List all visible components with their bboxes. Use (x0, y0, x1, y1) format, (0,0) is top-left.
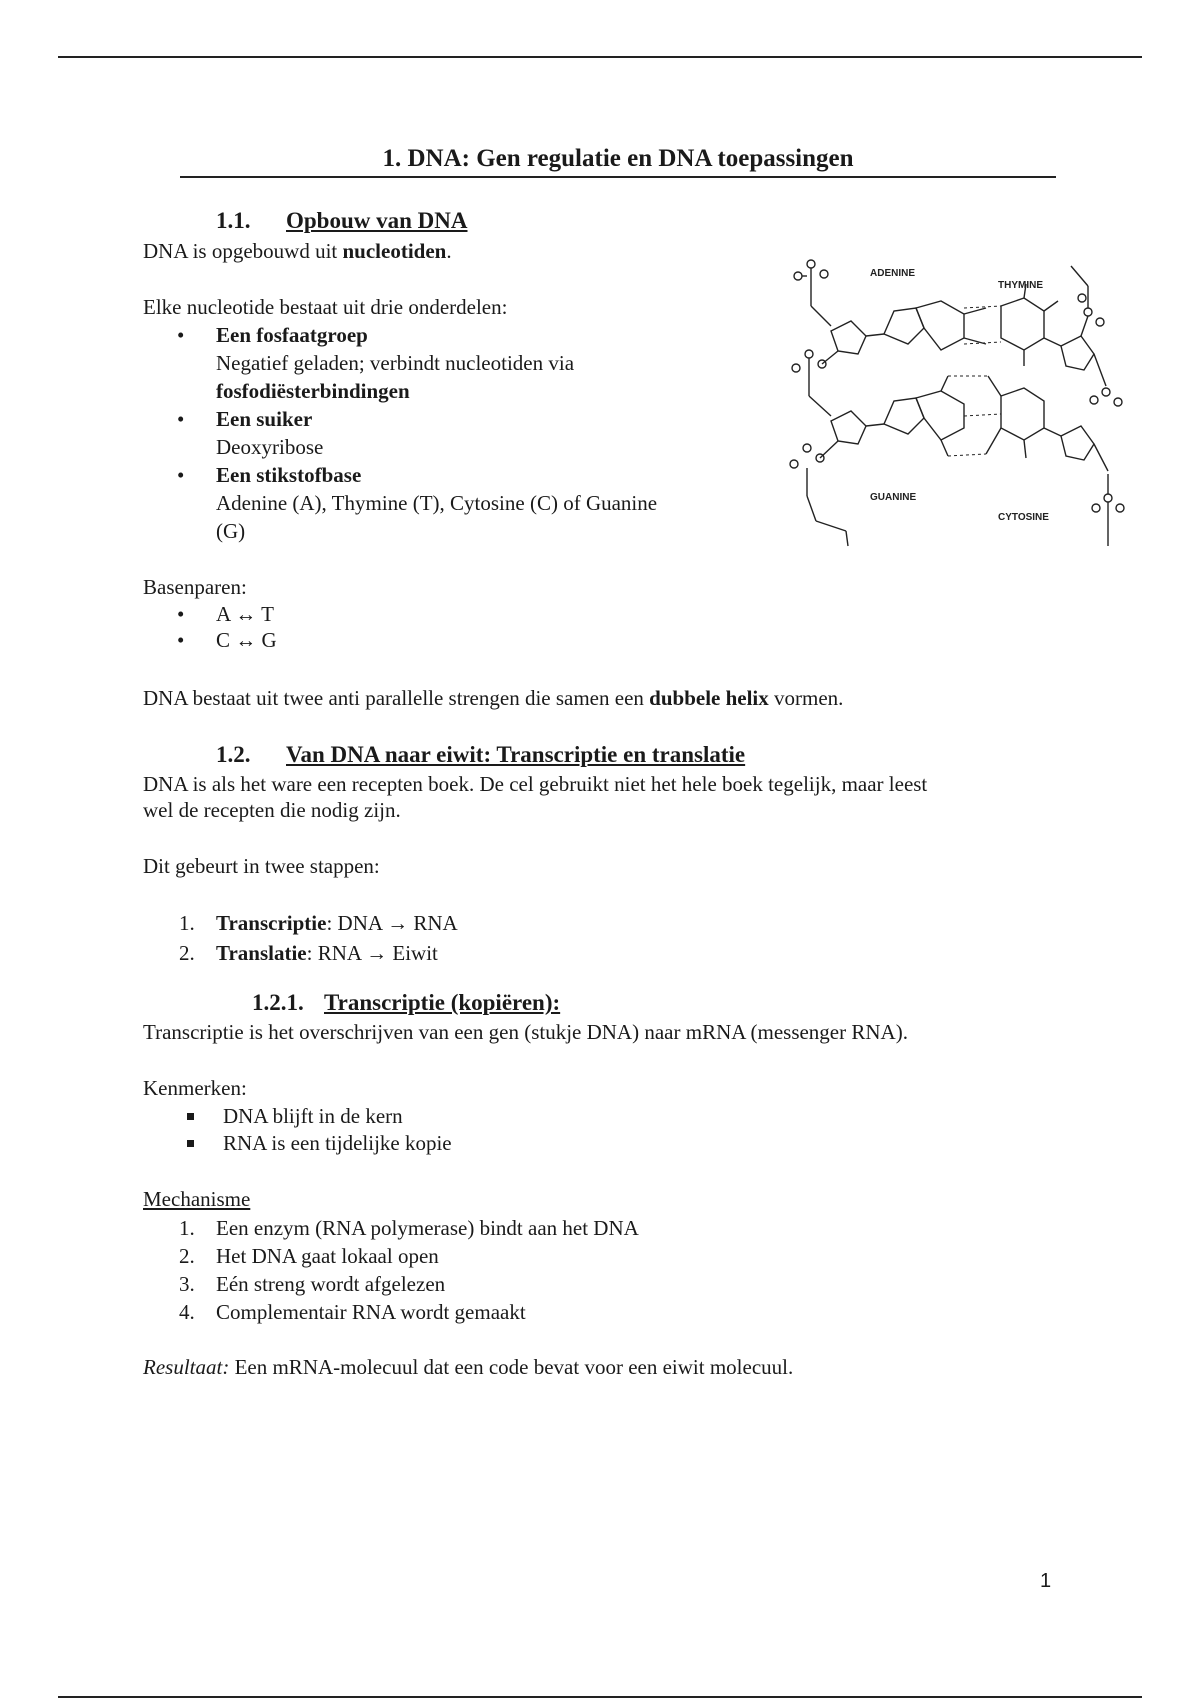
list-item: 4. Complementair RNA wordt gemaakt (179, 1300, 526, 1324)
list-item: • A ↔ T (143, 601, 277, 627)
recipe-book-paragraph (143, 771, 927, 823)
parts-intro: Elke nucleotide bestaat uit drie onderdelen: (143, 295, 508, 319)
section-title: Transcriptie (kopiëren): (324, 990, 561, 1015)
page-number: 1 (1040, 1570, 1052, 1592)
features-label: Kenmerken: (143, 1076, 247, 1100)
list-item: 3. Eén streng wordt afgelezen (179, 1272, 446, 1296)
paragraph-line: wel de recepten die nodig zijn. (143, 798, 401, 822)
footer-rule (58, 1696, 1142, 1698)
list-item: • Een fosfaatgroep (143, 321, 743, 349)
nucleotide-parts-list (143, 321, 743, 545)
list-item-desc: Deoxyribose (216, 435, 324, 459)
list-item: 2. Het DNA gaat lokaal open (179, 1244, 439, 1268)
chapter-heading: 1. DNA: Gen regulatie en DNA toepassingen (180, 143, 1056, 178)
mechanism-list (143, 1214, 639, 1326)
header-rule (58, 56, 1142, 58)
base-pairs-list (143, 601, 277, 653)
steps-list (143, 908, 458, 968)
list-item-desc: Adenine (A), Thymine (T), Cytosine (C) of Guanine (216, 491, 658, 515)
list-item: 2. Translatie: RNA → Eiwit (179, 941, 438, 965)
section-1-2-heading (216, 740, 745, 770)
section-number: 1.2.1. (252, 990, 304, 1015)
base-pairs-label: Basenparen: (143, 575, 247, 599)
double-helix-text: DNA bestaat uit twee anti parallelle strengen die samen een dubbele helix vormen. (143, 686, 844, 710)
list-item: • C ↔ G (143, 627, 277, 653)
list-item-desc: Negatief geladen; verbindt nucleotiden via (216, 351, 575, 375)
thymine-label: THYMINE (998, 280, 1043, 291)
section-title: Van DNA naar eiwit: Transcriptie en translatie (286, 742, 746, 767)
list-item-desc: (G) (216, 519, 246, 543)
list-item: • Een stikstofbase (143, 461, 743, 489)
list-item: RNA is een tijdelijke kopie (143, 1130, 452, 1157)
list-item: 1. Een enzym (RNA polymerase) bindt aan het DNA (179, 1216, 639, 1240)
adenine-label: ADENINE (870, 268, 916, 279)
section-title: Opbouw van DNA (286, 208, 468, 233)
section-number: 1.1. (216, 208, 251, 233)
section-1-1-heading (216, 206, 468, 236)
cytosine-label: CYTOSINE (998, 512, 1049, 523)
guanine-label: GUANINE (870, 492, 917, 503)
dna-base-pair-diagram (776, 246, 1126, 566)
list-item-desc: fosfodiësterbindingen (216, 379, 410, 403)
list-item: 1. Transcriptie: DNA → RNA (179, 911, 458, 935)
result-text: Resultaat: Een mRNA-molecuul dat een code bevat voor een eiwit molecuul. (143, 1355, 794, 1379)
section-1-2-1-heading (252, 988, 560, 1018)
nucleotide-intro: DNA is opgebouwd uit nucleotiden. (143, 239, 452, 263)
paragraph-line: DNA is als het ware een recepten boek. De cel gebruikt niet het hele boek tegelijk, maar leest (143, 772, 928, 796)
list-item: • Een suiker (143, 405, 743, 433)
section-number: 1.2. (216, 742, 251, 767)
mechanism-label: Mechanisme (143, 1187, 251, 1211)
steps-intro: Dit gebeurt in twee stappen: (143, 854, 380, 878)
features-list (143, 1103, 452, 1157)
transcription-definition: Transcriptie is het overschrijven van een gen (stukje DNA) naar mRNA (messenger RNA). (143, 1020, 908, 1044)
list-item: DNA blijft in de kern (143, 1103, 452, 1130)
